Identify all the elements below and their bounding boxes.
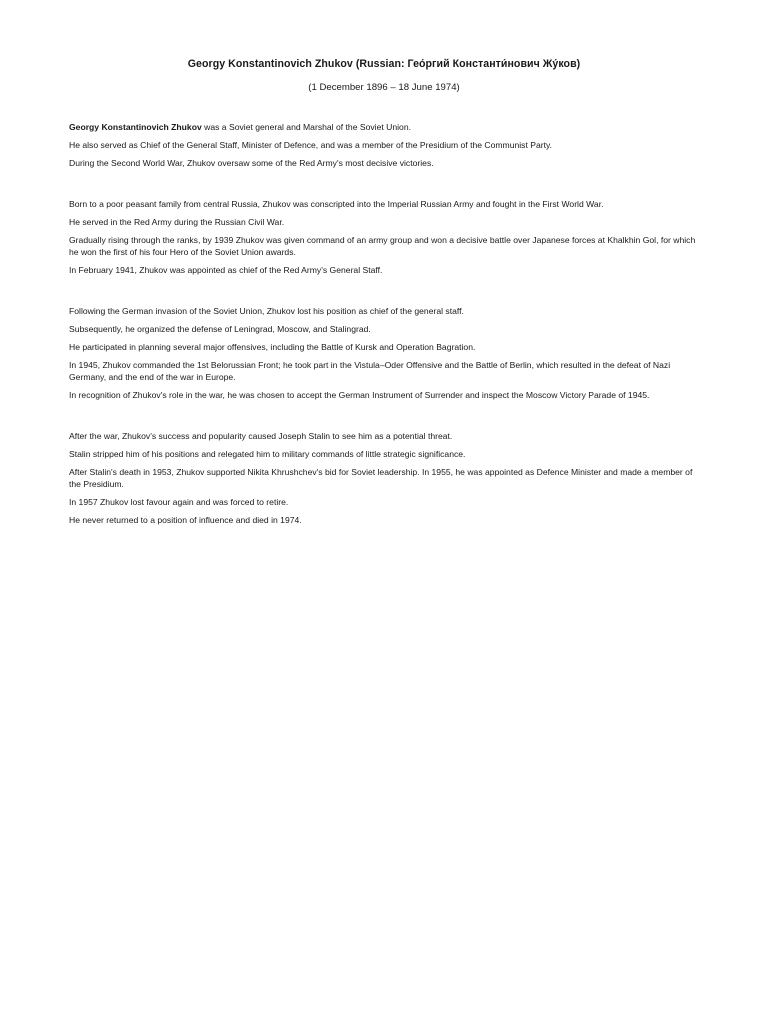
subject-name: Georgy Konstantinovich Zhukov	[69, 122, 202, 132]
paragraph-line: After Stalin's death in 1953, Zhukov supported Nikita Khrushchev's bid for Soviet leadership. In 1955, he was appointed as Defence Minister and made a member of the Presidium.	[69, 467, 693, 489]
paragraph-line: Following the German invasion of the Soviet Union, Zhukov lost his position as chief of the general staff.	[69, 306, 464, 316]
paragraph-line: Born to a poor peasant family from central Russia, Zhukov was conscripted into the Imperial Russian Army and fought in the First World War.	[69, 199, 604, 209]
document-title: Georgy Konstantinovich Zhukov (Russian: Гео́ргий Константи́нович Жу́ков)	[187, 58, 581, 70]
paragraph-4	[69, 430, 697, 526]
paragraph-3	[69, 305, 697, 401]
intro-text: was a Soviet general and Marshal of the Soviet Union.	[201, 122, 411, 132]
paragraph-line: He participated in planning several major offensives, including the Battle of Kursk and Operation Bagration.	[69, 342, 476, 352]
paragraph-line: Subsequently, he organized the defense of Leningrad, Moscow, and Stalingrad.	[69, 324, 371, 334]
paragraph-line: Stalin stripped him of his positions and relegated him to military commands of little strategic significance.	[69, 449, 466, 459]
paragraph-line: In recognition of Zhukov's role in the war, he was chosen to accept the German Instrument of Surrender and inspect the Moscow Victory Parade of 1945.	[69, 390, 650, 400]
paragraph-line: After the war, Zhukov's success and popularity caused Joseph Stalin to see him as a potential threat.	[69, 431, 453, 441]
paragraph-line: He served in the Red Army during the Russian Civil War.	[69, 217, 285, 227]
document-dates: (1 December 1896 – 18 June 1974)	[308, 82, 460, 93]
paragraph-line: During the Second World War, Zhukov oversaw some of the Red Army's most decisive victories.	[69, 158, 434, 168]
paragraph-line: He also served as Chief of the General Staff, Minister of Defence, and was a member of the Presidium of the Communist Party.	[69, 140, 553, 150]
paragraph-line: In 1945, Zhukov commanded the 1st Belorussian Front; he took part in the Vistula–Oder Offensive and the Battle of Berlin, which resulted in the defeat of Nazi Germany, and the end of the war in Europe.	[69, 360, 671, 382]
paragraph-line: Gradually rising through the ranks, by 1939 Zhukov was given command of an army group and won a decisive battle over Japanese forces at Khalkhin Gol, for which he won the first of his four Hero of the Soviet Union awards.	[69, 235, 696, 257]
paragraph-line: In 1957 Zhukov lost favour again and was forced to retire.	[69, 497, 289, 507]
paragraph-2	[69, 198, 697, 276]
paragraph-line: He never returned to a position of influence and died in 1974.	[69, 515, 302, 525]
paragraph-line: In February 1941, Zhukov was appointed as chief of the Red Army's General Staff.	[69, 265, 383, 275]
document-body	[69, 121, 697, 526]
paragraph-line	[69, 121, 697, 133]
paragraph-1	[69, 121, 697, 169]
